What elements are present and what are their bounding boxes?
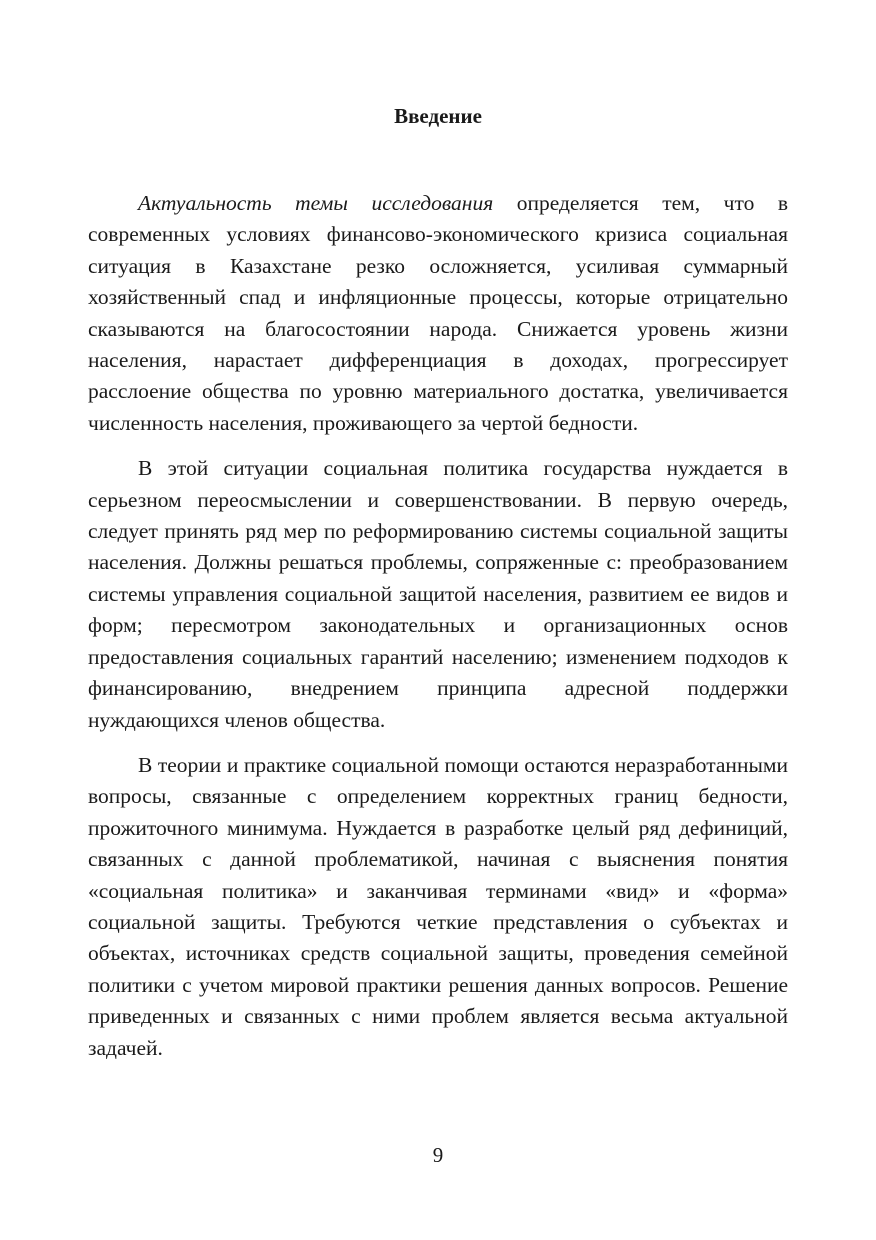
paragraph-1-text: определяется тем, что в современных условиях финансово-экономического кризиса социальная ситуация в Казахстане резко осложняется, усиливая суммарный хозяйственный спад и инфляционные процессы, которые отрицательно сказываются на благосостоянии народа. Снижается уровень жизни населения, нарастает дифференциация в доходах, прогрессирует расслоение общества по уровню материального достатка, увеличивается численность населения, проживающего за чертой бедности. [88,191,788,435]
body-text [88,188,788,1078]
paragraph-1 [88,188,788,439]
paragraph-3: В теории и практике социальной помощи остаются неразработанными вопросы, связанные с определением корректных границ бедности, прожиточного минимума. Нуждается в разработке целый ряд дефиниций, связанных с данной проблематикой, начиная с выяснения понятия «социальная политика» и заканчивая терминами «вид» и «форма» социальной защиты. Требуются четкие представления о субъектах и объектах, источниках средств социальной защиты, проведения семейной политики с учетом мировой практики решения данных вопросов. Решение приведенных и связанных с ними проблем является весьма актуальной задачей. [88,752,788,1060]
page-title: Введение [394,104,482,128]
page-number: 9 [432,1143,444,1167]
paragraph-2: В этой ситуации социальная политика государства нуждается в серьезном переосмыслении и совершенствовании. В первую очередь, следует принять ряд мер по реформированию системы социальной защиты населения. Должны решаться проблемы, сопряженные с: преобразованием системы управления социальной защитой населения, развитием ее видов и форм; пересмотром законодательных и организационных основ предоставления социальных гарантий населению; изменением подходов к финансированию, внедрением принципа адресной поддержки нуждающихся членов общества. [88,456,788,732]
paragraph-1-emphasis: Актуальность темы исследования [138,191,494,215]
